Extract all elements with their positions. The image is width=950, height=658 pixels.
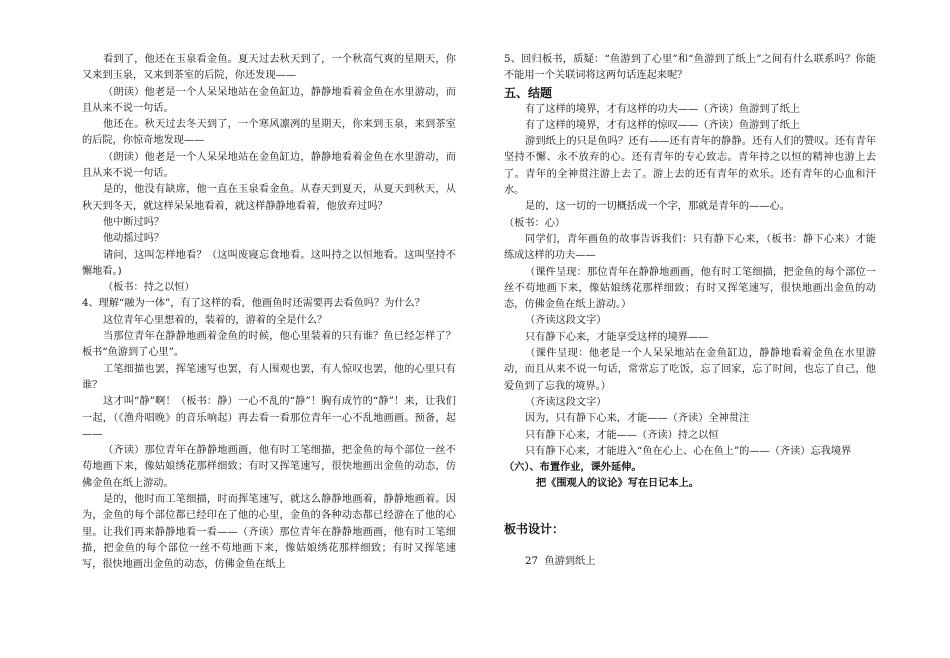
paragraph: 是的，他时而工笔细描，时而挥笔速写，就这么静静地画着，静静地画着。因为，金鱼的每个部位都已经印在了他的心里，金鱼的各种动态都已经游在了他的心里。让我们再来静静地看一看——（齐读）那位青年在静静地画画，他有时工笔细描，把金鱼的每个部位一丝不苟地画下来，像姑娘绣花那样细致；有时又挥笔速写，很快地画出金鱼的动态，仿佛金鱼在纸上 xyxy=(82,494,456,571)
homework-heading: （六）、布置作业，课外延伸。 xyxy=(504,462,642,474)
paragraph: 只有静下心来，才能进入“鱼在心上、心在鱼上”的——（齐读）忘我境界 xyxy=(525,445,852,457)
paragraph: 这才叫“静”啊！（板书：静）一心不乱的“静”！胸有成竹的“静”！来，让我们一起，（《渔舟唱晚》的音乐响起）再去看一看那位青年一心不乱地画画。预备，起—— xyxy=(82,396,456,440)
right-column xyxy=(504,52,876,570)
board-design-title: 27 鱼游到纸上 xyxy=(525,555,596,567)
left-column xyxy=(82,52,456,574)
paragraph: 有了这样的境界，才有这样的惊叹——（齐读）鱼游到了纸上 xyxy=(525,119,801,131)
paragraph: 游到纸上的只是鱼吗？还有——还有青年的静静。还有人们的赞叹。还有青年坚持不懈、永不放弃的心。还有青年的专心致志。青年持之以恒的精神也游上去了。青年的全神贯注游上去了。游上去的还有青年的欢乐。还有青年的心血和汗水。 xyxy=(504,136,876,197)
paragraph: （板书：心） xyxy=(504,217,566,229)
paragraph: （齐读这段文字） xyxy=(525,396,607,408)
paragraph: （朗读）他老是一个人呆呆地站在金鱼缸边，静静地看着金鱼在水里游动，而且从来不说一句话。 xyxy=(82,86,456,114)
paragraph: 同学们，青年画鱼的故事告诉我们：只有静下心来，（板书：静下心来）才能练成这样的功夫—— xyxy=(504,233,876,262)
paragraph: 请问，这叫怎样地看？（这叫废寝忘食地看。这叫持之以恒地看。这叫坚持不懈地看。) xyxy=(82,249,456,277)
paragraph: 只有静下心来，才能享受这样的境界—— xyxy=(525,331,709,343)
paragraph: （朗读）他老是一个人呆呆地站在金鱼缸边，静静地看着金鱼在水里游动，而且从来不说一句话。 xyxy=(82,151,456,180)
paragraph: 当那位青年在静静地画着金鱼的时候，他心里装着的只有谁？鱼已经怎样了？板书“鱼游到了心里”。 xyxy=(82,331,456,359)
question-4: 4、理解“融为一体”，有了这样的看，他画鱼时还需要再去看鱼吗？为什么？ xyxy=(82,298,425,310)
paragraph: （板书：持之以恒） xyxy=(103,282,195,294)
section-heading-conclusion: 五、结题 xyxy=(504,85,553,100)
paragraph: 他还在。秋天过去冬天到了，一个寒风凛冽的星期天，你来到玉泉，来到茶室的后院，你惊奇地发现—— xyxy=(82,119,456,147)
paragraph: （齐读）那位青年在静静地画画，他有时工笔细描，把金鱼的每个部位一丝不苟地画下来，像姑娘绣花那样细致；有时又挥笔速写，很快地画出金鱼的动态，仿佛金鱼在纸上游动。 xyxy=(82,445,456,489)
paragraph: （课件呈现：他老是一个人呆呆地站在金鱼缸边，静静地看着金鱼在水里游动，而且从来不说一句话，常常忘了吃饭，忘了回家，忘了时间，也忘了自己，他爱鱼到了忘我的境界。） xyxy=(504,348,876,392)
homework-text: 把《围观人的议论》写在日记本上。 xyxy=(536,478,699,490)
paragraph: 他中断过吗？ xyxy=(103,216,165,228)
paragraph: 他动摇过吗？ xyxy=(103,233,165,245)
paragraph: 因为，只有静下心来，才能——（齐读）全神贯注 xyxy=(525,413,750,425)
paragraph: 这位青年心里想着的，装着的，游着的全是什么？ xyxy=(103,314,328,326)
paragraph: 工笔细描也罢，挥笔速写也罢，有人围观也罢，有人惊叹也罢，他的心里只有谁？ xyxy=(82,363,456,391)
paragraph: 是的，这一切的一切概括成一个字，那就是青年的——心。 xyxy=(525,201,790,213)
paragraph: 只有静下心来，才能——（齐读）持之以恒 xyxy=(525,429,719,441)
spacer xyxy=(504,538,876,554)
question-5: 5、回归板书，质疑：“鱼游到了心里”和“鱼游到了纸上”之间有什么联系吗？你能不能用一个关联词将这两句话连起来呢？ xyxy=(504,54,876,82)
paragraph: 是的，他没有缺席，他一直在玉泉看金鱼。从春天到夏天，从夏天到秋天，从秋天到冬天，就这样呆呆地看着，就这样静静地看着，他放弃过吗？ xyxy=(82,184,456,212)
spacer xyxy=(504,493,876,521)
paragraph: 看到了，他还在玉泉看金鱼。夏天过去秋天到了，一个秋高气爽的星期天，你又来到玉泉，又来到茶室的后院，你还发现—— xyxy=(82,54,456,82)
paragraph: （课件呈现：那位青年在静静地画画，他有时工笔细描，把金鱼的每个部位一丝不苟地画下来，像姑娘绣花那样细致；有时又挥笔速写，很快地画出金鱼的动态，仿佛金鱼在纸上游动。） xyxy=(504,266,876,311)
paragraph: （齐读这段文字） xyxy=(525,315,607,327)
board-design-heading: 板书设计： xyxy=(504,521,565,536)
paragraph: 有了这样的境界，才有这样的功夫——（齐读）鱼游到了纸上 xyxy=(525,103,801,115)
